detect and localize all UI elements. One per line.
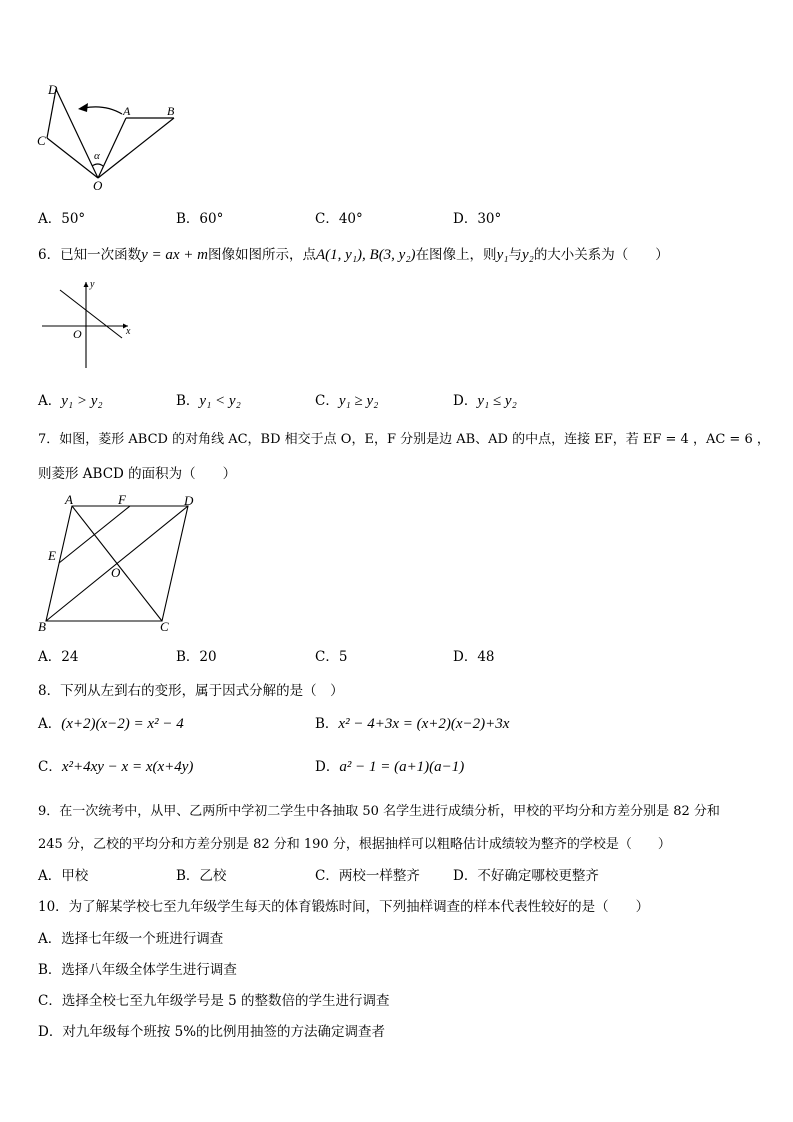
- q7-option-c: C．5: [315, 649, 348, 665]
- label-C: C: [37, 133, 46, 148]
- q6-function: y = ax + m: [141, 247, 208, 263]
- q6-stem-pre: 6．已知一次函数: [38, 247, 142, 263]
- q6-option-c: C．y₁ ≥ y₂: [315, 393, 379, 409]
- label-alpha: α: [94, 150, 100, 162]
- origin-label: O: [73, 327, 82, 341]
- q9-stem-line2: 245 分，乙校的平均分和方差分别是 82 分和 190 分，根据抽样可以粗略估计成绩较为整齐的学校是（ ）: [38, 837, 671, 852]
- q6-stem-post1: 在图像上，则: [415, 247, 497, 263]
- label-D: D: [48, 82, 58, 97]
- q8-option-c: C．x²+4xy − x = x(x+4y): [38, 759, 194, 775]
- q7-stem-line2: 则菱形 ABCD 的面积为（ ）: [38, 466, 237, 482]
- label-O: O: [111, 565, 121, 580]
- q9-option-a: A．甲校: [38, 868, 89, 884]
- linear-function-line: [60, 290, 122, 338]
- label-E: E: [48, 548, 56, 563]
- q10-option-d: D．对九年级每个班按 5%的比例用抽签的方法确定调查者: [38, 1024, 386, 1040]
- q8-option-a: A．(x+2)(x−2) = x² − 4: [38, 716, 184, 732]
- q9-option-c: C．两校一样整齐: [315, 868, 420, 884]
- q10-option-c: C．选择全校七至九年级学号是 5 的整数倍的学生进行调查: [38, 993, 390, 1009]
- q5-angle-figure: [30, 78, 190, 196]
- rotation-arrowhead: [78, 103, 88, 112]
- q6-y1: y₁: [496, 247, 509, 263]
- q6-stem: [38, 243, 669, 264]
- q9-option-d: D．不好确定哪校更整齐: [453, 868, 599, 884]
- rotation-arrow: [84, 107, 122, 114]
- label-D: D: [184, 493, 194, 508]
- q8-option-d: D．a² − 1 = (a+1)(a−1): [315, 759, 465, 775]
- q6-y2: y₂: [521, 247, 534, 263]
- label-C: C: [160, 619, 169, 634]
- q5-option-a: A．50°: [38, 211, 86, 227]
- q7-rhombus-figure: [32, 490, 207, 635]
- label-A: A: [65, 492, 73, 507]
- q10-option-a: A．选择七年级一个班进行调查: [38, 931, 224, 947]
- q6-option-d: D．y₁ ≤ y₂: [453, 393, 517, 409]
- q7-stem-line1: 7．如图，菱形 ABCD 的对角线 AC，BD 相交于点 O，E，F 分别是边 AB、AD 的中点，连接 EF，若 EF = 4 ，AC = 6 ，: [38, 432, 770, 447]
- q5-option-d: D．30°: [453, 211, 502, 227]
- q8-option-b: B．x² − 4+3x = (x+2)(x−2)+3x: [315, 716, 510, 732]
- q7-option-b: B．20: [176, 649, 217, 665]
- label-F: F: [118, 492, 126, 507]
- q8-stem: 8．下列从左到右的变形，属于因式分解的是（ ）: [38, 683, 344, 699]
- q6-option-b: B．y₁ < y₂: [176, 393, 241, 409]
- axis-label-y: y: [90, 279, 95, 290]
- q10-stem: 10．为了解某学校七至九年级学生每天的体育锻炼时间，下列抽样调查的样本代表性较好的是（ ）: [38, 899, 650, 915]
- axis-label-x: x: [126, 326, 131, 337]
- q9-option-b: B．乙校: [176, 868, 227, 884]
- label-B: B: [167, 104, 175, 118]
- q6-stem-mid: 图像如图所示，点: [208, 247, 316, 263]
- q6-stem-post2: 的大小关系为（ ）: [533, 247, 669, 263]
- q9-stem-line1: 9．在一次统考中，从甲、乙两所中学初二学生中各抽取 50 名学生进行成绩分析，甲校的平均分和方差分别是 82 分和: [38, 804, 720, 819]
- q7-option-a: A．24: [38, 649, 79, 665]
- q10-option-b: B．选择八年级全体学生进行调查: [38, 962, 237, 978]
- label-A: A: [123, 104, 131, 118]
- q6-option-a: A．y₁ > y₂: [38, 393, 103, 409]
- q7-option-d: D．48: [453, 649, 495, 665]
- q6-points: A(1, y₁), B(3, y₂): [316, 247, 416, 263]
- label-O: O: [93, 178, 103, 193]
- q6-stem-and: 与: [508, 247, 522, 263]
- q5-option-b: B．60°: [176, 211, 224, 227]
- q5-option-c: C．40°: [315, 211, 363, 227]
- q6-graph-figure: [38, 276, 142, 370]
- label-B: B: [38, 619, 46, 634]
- diagonal-bd: [46, 506, 188, 621]
